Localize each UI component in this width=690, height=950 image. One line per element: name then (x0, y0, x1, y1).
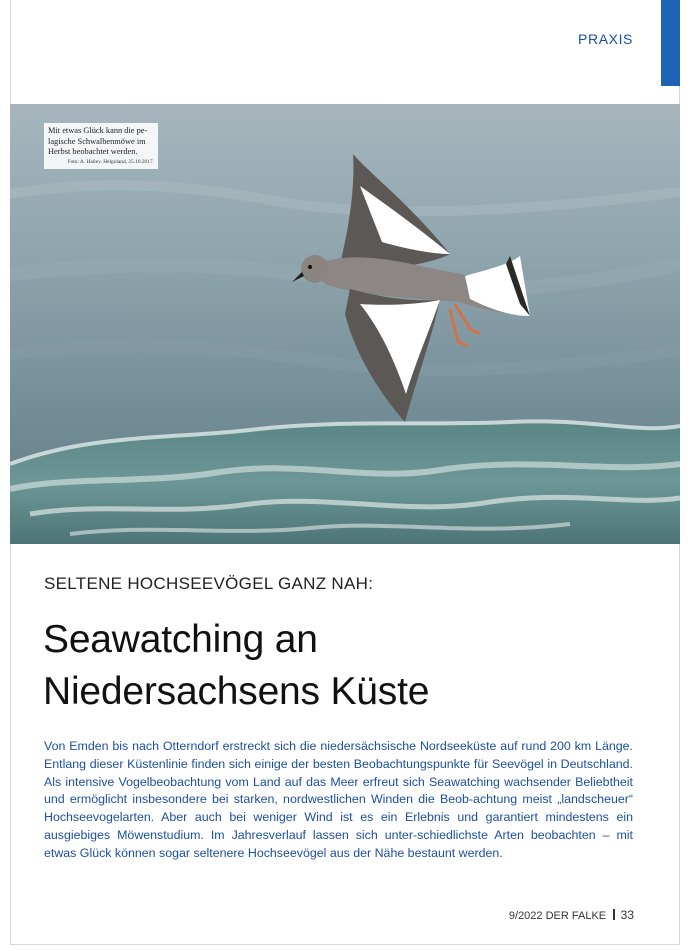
footer-magazine: DER FALKE (545, 910, 607, 922)
footer-issue: 9/2022 (508, 910, 543, 922)
page-footer (509, 908, 634, 922)
caption-credit: Foto: A. Halley. Helgoland, 25.10.2017. (67, 158, 154, 165)
photo-caption (44, 123, 158, 169)
article-title-line-2: Niedersachsens Küste (43, 670, 430, 713)
page-number: 33 (620, 908, 634, 922)
section-accent-bar (661, 0, 680, 86)
section-label: PRAXIS (578, 31, 633, 47)
article-kicker: SELTENE HOCHSEEVÖGEL GANZ NAH: (44, 574, 374, 593)
article-title (43, 614, 663, 718)
article-title-line-1: Seawatching an (43, 618, 318, 661)
caption-text: Mit etwas Glück kann die pe-lagische Schwalbenmöwe im Herbst beobachtet werden. (48, 126, 148, 156)
bird-photo (10, 104, 680, 544)
article-lead: Von Emden bis nach Otterndorf erstreckt sich die niedersächsische Nordseeküste auf rund 200 km Länge. Entlang dieser Küstenlinie finden sich einige der besten Beobachtungspunkte für Seevögel in Deutschland. Als intensive Vogelbeobachtung vom Land auf das Meer erfreut sich Seawatching wachsender Beliebtheit und ermöglicht insbesondere bei starken, nordwestlichen Winden die Beob-achtung meist „landscheuer“ Hochseevogelarten. Aber auch bei weniger Wind ist es ein Erlebnis und garantiert mindestens ein ausgiebiges Möwenstudium. Im Jahresverlauf lassen sich unter-schiedlichste Arten beobachten – mit etwas Glück können sogar seltenere Hochseevögel aus der Nähe bestaunt werden. (44, 739, 633, 860)
footer-separator (613, 909, 615, 920)
